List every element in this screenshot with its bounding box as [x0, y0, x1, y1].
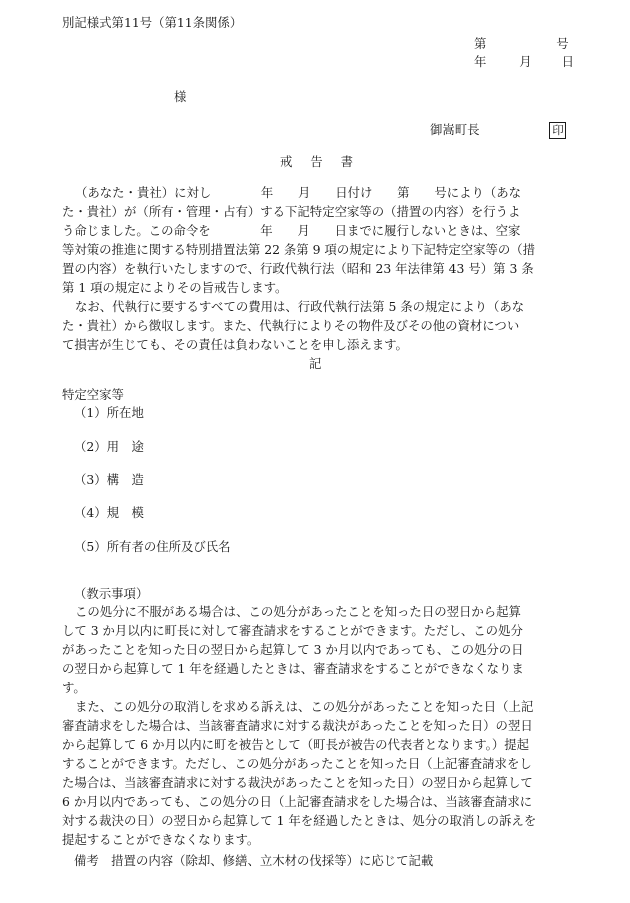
notice-line: 提起することができなくなります。 [62, 832, 260, 847]
issuer [430, 121, 566, 140]
item-label: 所在地 [106, 405, 144, 420]
title-char: 書 [340, 154, 353, 169]
notice-line: す。 [62, 680, 86, 695]
notice-line: から起算して 6 か月以内に町を被告として（町長が被告の代表者となります。）提起 [62, 737, 530, 752]
form-label: 別記様式第11号（第11条関係） [62, 15, 243, 30]
body-line: た・貴社）から徴収します。また、代執行によりその物件及びその他の資材につい [62, 318, 520, 333]
item-label: 用 途 [106, 439, 144, 454]
document-number [474, 35, 569, 54]
notice-line: の翌日から起算して 1 年を経過したときは、審査請求をすることができなくなりま [62, 661, 524, 676]
notice-line: して 3 か月以内に町長に対して審査請求をすることができます。ただし、この処分 [62, 623, 523, 638]
notice-line: 6 か月以内であっても、この処分の日（上記審査請求をした場合は、当該審査請求に [62, 794, 533, 809]
list-item [74, 538, 231, 557]
document-title [280, 153, 353, 172]
notice-line: た場合は、当該審査請求に対する裁決があったことを知った日）の翌日から起算して [62, 775, 533, 790]
item-number: （1） [74, 405, 107, 420]
date-month: 月 [519, 54, 532, 69]
remarks: 備考 措置の内容（除却、修繕、立木材の伐採等）に応じて記載 [74, 853, 434, 868]
item-label: 規 模 [106, 505, 144, 520]
body-line: 置の内容）を執行いたしますので、行政代執行法（昭和 23 年法律第 43 号）第 3 条 [62, 261, 534, 276]
notice-paragraph-1 [62, 602, 572, 697]
body-line: 等対策の推進に関する特別措置法第 22 条第 9 項の規定により下記特定空家等の（措 [62, 242, 536, 257]
issue-date [474, 53, 574, 72]
notice-line: この処分に不服がある場合は、この処分があったことを知った日の翌日から起算 [75, 604, 521, 619]
body-line: う命じました。この命令を 年 月 日までに履行しないときは、空家 [62, 223, 521, 238]
item-number: （5） [74, 539, 107, 554]
date-year: 年 [474, 54, 487, 69]
notice-heading: （教示事項） [74, 586, 149, 601]
item-number: （4） [74, 505, 107, 520]
seal-stamp: 印 [549, 122, 566, 139]
notice-line: することができます。ただし、この処分があったことを知った日（上記審査請求をし [62, 756, 532, 771]
list-item [74, 404, 144, 423]
notice-line: 対する裁決の日）の翌日から起算して 1 年を経過したときは、処分の取消しの訴えを [62, 813, 537, 828]
notice-line: 審査請求をした場合は、当該審査請求に対する裁決があったことを知った日）の翌日 [62, 718, 533, 733]
issuer-name: 御嵩町長 [430, 122, 480, 137]
ki-heading: 記 [309, 356, 322, 371]
body-line: 第 1 項の規定によりその旨戒告します。 [62, 280, 288, 295]
title-char: 告 [310, 154, 323, 169]
title-char: 戒 [280, 154, 293, 169]
notice-line: があったことを知った日の翌日から起算して 3 か月以内であっても、この処分の日 [62, 642, 524, 657]
list-item [74, 438, 144, 457]
body-line: た・貴社）が（所有・管理・占有）する下記特定空家等の（措置の内容）を行うよ [62, 204, 521, 219]
body-line: （あなた・貴社）に対し 年 月 日付け 第 号により（あな [75, 185, 522, 200]
addressee-honorific: 様 [174, 89, 187, 104]
date-day: 日 [561, 54, 574, 69]
items-heading: 特定空家等 [62, 387, 124, 402]
body-line: て損害が生じても、その責任は負わないことを申し添えます。 [62, 337, 408, 352]
item-number: （3） [74, 472, 107, 487]
notice-line: また、この処分の取消しを求める訴えは、この処分があったことを知った日（上記 [75, 699, 534, 714]
body-paragraph-1 [62, 183, 572, 297]
body-paragraph-2 [62, 297, 572, 354]
item-number: （2） [74, 439, 107, 454]
number-prefix: 第 [474, 36, 487, 51]
body-line: なお、代執行に要するすべての費用は、行政代執行法第 5 条の規定により（あな [75, 299, 525, 314]
notice-paragraph-2 [62, 697, 572, 849]
number-suffix: 号 [556, 36, 569, 51]
item-label: 構 造 [106, 472, 144, 487]
list-item [74, 504, 144, 523]
list-item [74, 471, 144, 490]
item-label: 所有者の住所及び氏名 [106, 539, 231, 554]
